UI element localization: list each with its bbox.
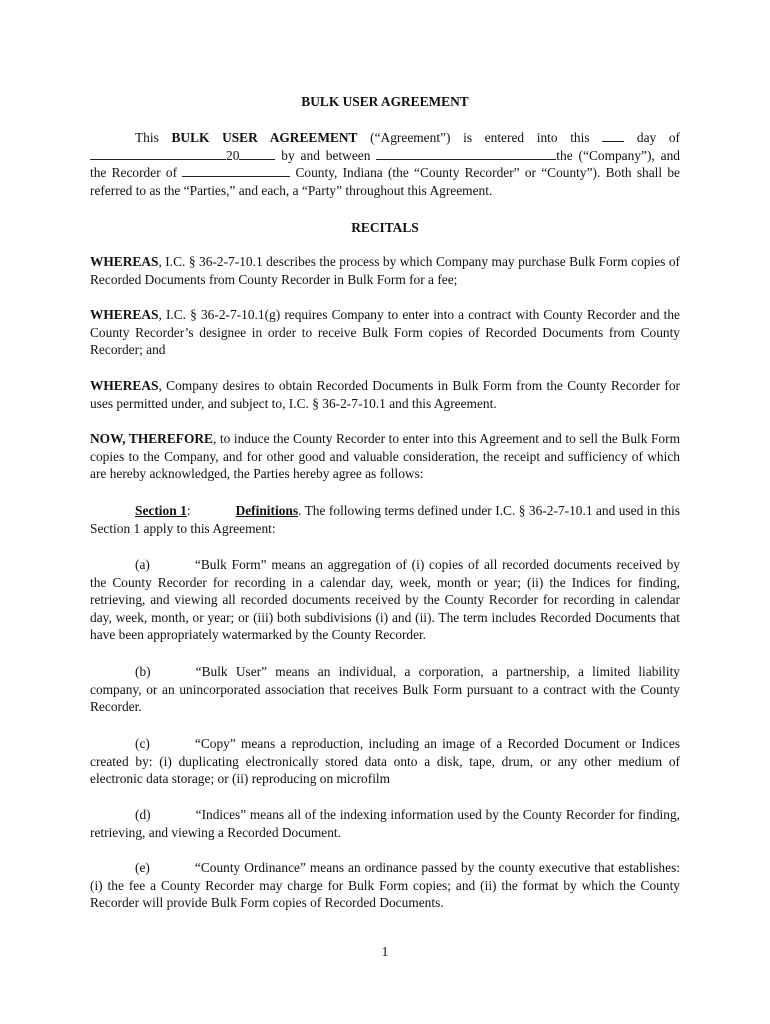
definition-paragraph <box>90 806 680 841</box>
intro-text: (“Agreement”) is entered into this <box>357 130 603 145</box>
whereas-text: , I.C. § 36-2-7-10.1(g) requires Company to enter into a contract with County Recorder and the County Recorder’s designee in order to receive Bulk Form copies of Recorded Documents from County Recorder; and <box>90 307 680 358</box>
whereas-lead: WHEREAS <box>90 378 159 393</box>
definition-paragraph <box>90 735 680 788</box>
definition-marker: (c) <box>135 736 150 751</box>
therefore-paragraph <box>90 430 680 483</box>
day-blank <box>602 129 624 142</box>
whereas-lead: WHEREAS <box>90 254 159 269</box>
definition-text: “Copy” means a reproduction, including an image of a Recorded Document or Indices created by: (i) duplicating electronically stored data onto a disk, tape, drum, or any other medium of electronic data storage; or (ii) reproducing on microfilm <box>90 736 680 787</box>
intro-text: This <box>135 130 172 145</box>
definition-marker: (a) <box>135 557 150 572</box>
section-heading: Definitions <box>235 503 299 518</box>
county-blank <box>182 164 290 177</box>
therefore-text: , to induce the County Recorder to enter into this Agreement and to sell the Bulk Form copies to the Company, and for other good and valuable consideration, the receipt and sufficiency of which are hereby acknowledged, the Parties hereby agree as follows: <box>90 431 680 482</box>
definition-text: “County Ordinance” means an ordinance passed by the county executive that establishes: (i) the fee a County Recorder may charge for Bulk Form copies; and (ii) the format by which the County Recorder will provide Bulk Form copies of Recorded Documents. <box>90 860 680 911</box>
whereas-lead: WHEREAS <box>90 307 159 322</box>
whereas-paragraph <box>90 253 680 288</box>
definition-marker: (e) <box>135 860 150 875</box>
whereas-text: , Company desires to obtain Recorded Documents in Bulk Form from the County Recorder for uses permitted under, and subject to, I.C. § 36-2-7-10.1 and this Agreement. <box>90 378 680 411</box>
agreement-name: BULK USER AGREEMENT <box>171 130 358 145</box>
definition-paragraph <box>90 663 680 716</box>
intro-text: by and between <box>275 147 377 163</box>
definition-marker: (d) <box>135 807 151 822</box>
whereas-paragraph <box>90 306 680 359</box>
month-blank <box>90 147 226 160</box>
intro-text: County, Indiana (the “County Recorder” or “County”). Both shall be referred to as the “Parties,” and each, a “Party” throughout this Agreement. <box>90 165 680 198</box>
page-number: 1 <box>381 944 389 959</box>
year-blank <box>239 147 275 160</box>
definition-marker: (b) <box>135 664 151 679</box>
intro-text: day of <box>624 130 681 145</box>
therefore-lead: NOW, THEREFORE <box>90 431 213 446</box>
recitals-heading: RECITALS <box>351 220 419 235</box>
section-text: . The following terms defined under I.C. § 36-2-7-10.1 and used in this Section 1 apply to this Agreement: <box>90 503 681 536</box>
section-label: Section 1 <box>135 503 187 518</box>
whereas-paragraph <box>90 377 680 412</box>
definition-paragraph <box>90 859 680 912</box>
whereas-text: , I.C. § 36-2-7-10.1 describes the process by which Company may purchase Bulk Form copies of Recorded Documents from County Recorder in Bulk Form for a fee; <box>90 254 680 287</box>
document-title: BULK USER AGREEMENT <box>301 94 469 109</box>
section-1-paragraph <box>90 502 680 537</box>
intro-paragraph <box>90 129 680 199</box>
company-blank <box>376 147 556 160</box>
intro-text: the (“Company”), and the Recorder of <box>90 147 680 181</box>
definition-text: “Bulk User” means an individual, a corporation, a partnership, a limited liability company, or an unincorporated association that receives Bulk Form pursuant to a contract with the County Recorder. <box>90 664 680 715</box>
definition-paragraph <box>90 556 680 644</box>
definition-text: “Indices” means all of the indexing information used by the County Recorder for finding, retrieving, and viewing a Recorded Document. <box>90 807 680 840</box>
section-colon: : <box>186 503 191 518</box>
intro-text: 20 <box>226 147 240 163</box>
definition-text: “Bulk Form” means an aggregation of (i) copies of all recorded documents received by the County Recorder for recording in a calendar day, week, month or year; (ii) the Indices for finding, retrieving, and viewing all recorded documents received by the County Recorder for recording in calendar day, week, month, or year; or (iii) both subdivisions (i) and (ii). The term includes Recorded Documents that have been appropriately watermarked by the County Recorder. <box>90 557 680 643</box>
